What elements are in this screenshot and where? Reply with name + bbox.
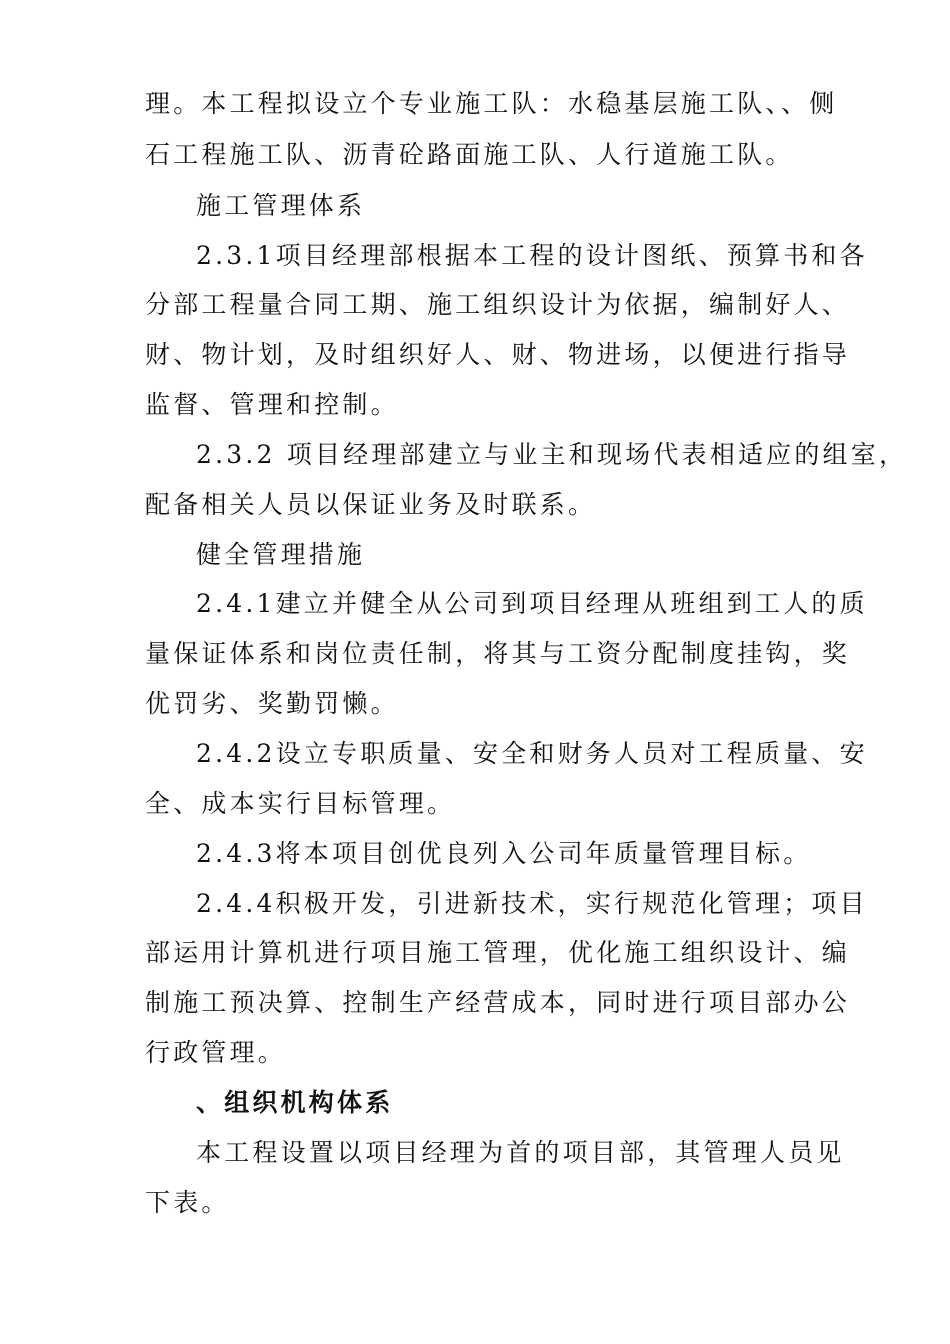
paragraph-line: 2.4.4积极开发，引进新技术，实行规范化管理；项目 xyxy=(196,889,868,918)
paragraph-line: 2.4.3将本项目创优良列入公司年质量管理目标。 xyxy=(196,839,812,868)
section-heading: 健全管理措施 xyxy=(196,540,366,569)
paragraph-line: 石工程施工队、沥青砼路面施工队、人行道施工队。 xyxy=(145,140,794,169)
paragraph-line: 下表。 xyxy=(145,1188,230,1217)
paragraph-line: 全、成本实行目标管理。 xyxy=(145,789,456,818)
paragraph-line: 2.3.2 项目经理部建立与业主和现场代表相适应的组室， xyxy=(196,440,908,469)
paragraph-line: 监督、管理和控制。 xyxy=(145,390,399,419)
paragraph-line: 优罚劣、奖勤罚懒。 xyxy=(145,689,399,718)
paragraph-line: 行政管理。 xyxy=(145,1038,287,1067)
paragraph-line: 部运用计算机进行项目施工管理，优化施工组织设计、编 xyxy=(145,938,851,967)
section-heading: 施工管理体系 xyxy=(196,191,366,220)
paragraph-line: 配备相关人员以保证业务及时联系。 xyxy=(145,490,597,519)
section-heading-bold: 、组织机构体系 xyxy=(196,1088,394,1117)
paragraph-line: 分部工程量合同工期、施工组织设计为依据，编制好人、 xyxy=(145,290,851,319)
paragraph-line: 制施工预决算、控制生产经营成本，同时进行项目部办公 xyxy=(145,988,851,1017)
paragraph-line: 2.4.1建立并健全从公司到项目经理从班组到工人的质 xyxy=(196,589,868,618)
paragraph-line: 理。本工程拟设立个专业施工队：水稳基层施工队、、侧 xyxy=(145,89,838,118)
paragraph-line: 财、物计划，及时组织好人、财、物进场，以便进行指导 xyxy=(145,340,851,369)
paragraph-line: 2.3.1项目经理部根据本工程的设计图纸、预算书和各 xyxy=(196,241,868,270)
paragraph-line: 本工程设置以项目经理为首的项目部，其管理人员见 xyxy=(196,1138,845,1167)
paragraph-line: 2.4.2设立专职质量、安全和财务人员对工程质量、安 xyxy=(196,739,868,768)
paragraph-line: 量保证体系和岗位责任制，将其与工资分配制度挂钩，奖 xyxy=(145,639,851,668)
